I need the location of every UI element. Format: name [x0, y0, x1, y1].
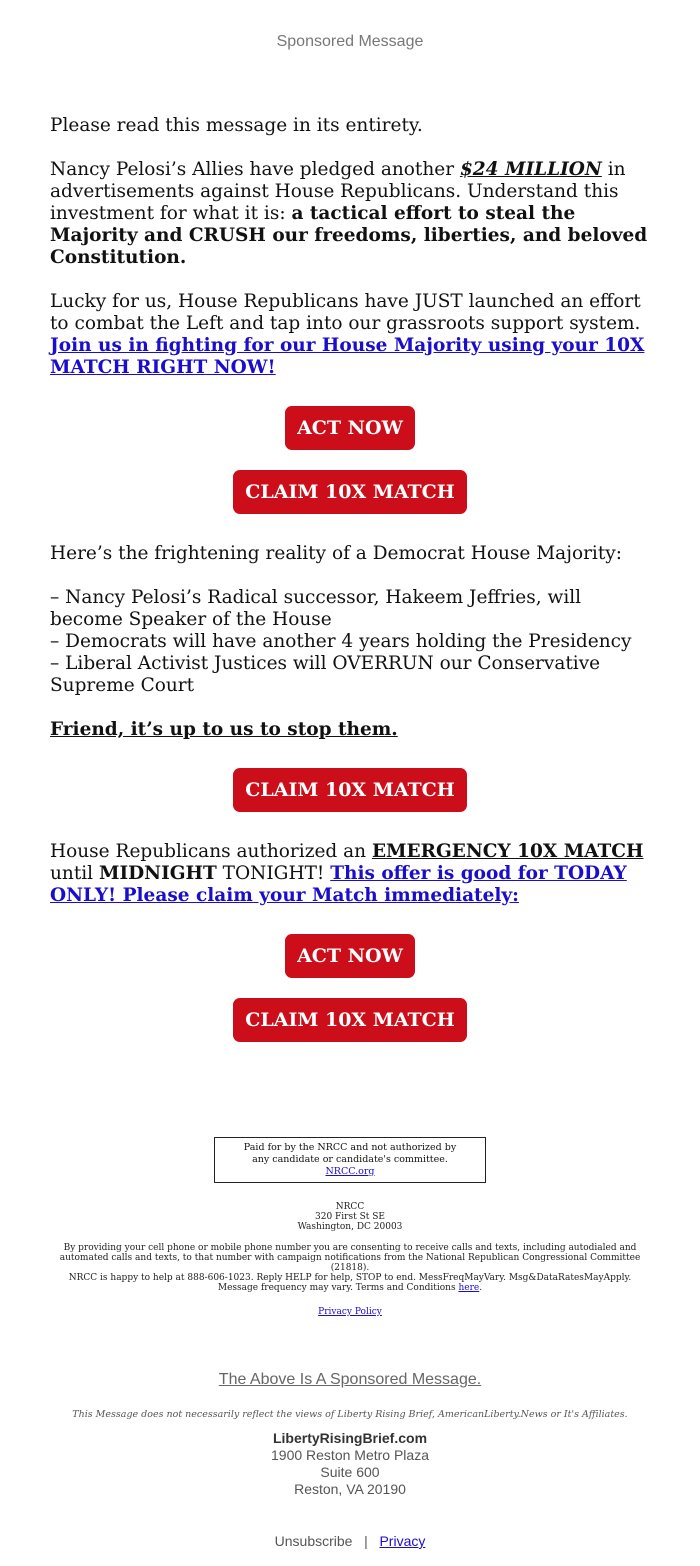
claim-match-button-row [0, 470, 700, 514]
help-text [50, 1273, 650, 1293]
act-now-button[interactable]: ACT NOW [285, 406, 415, 450]
list-item: – Liberal Activist Justices will OVERRUN our Conservative Supreme Court [50, 653, 601, 696]
friend-text: Friend, it’s up to us to stop them. [50, 719, 398, 740]
nrcc-link[interactable]: NRCC.org [325, 1166, 375, 1177]
paid-for-box [214, 1137, 486, 1183]
org-city: Washington, DC 20003 [297, 1222, 403, 1232]
consequence-list [50, 587, 650, 697]
pledge-bold: a tactical effort to steal the Majority and CRUSH our freedoms, liberties, and beloved Constitution. [50, 203, 648, 268]
org-name: NRCC [335, 1202, 365, 1212]
midnight-highlight: MIDNIGHT [98, 863, 217, 884]
pledge-text-1: Nancy Pelosi’s Allies have pledged another [50, 159, 460, 180]
sender-line: Suite 600 [320, 1464, 380, 1480]
help-end: . [479, 1283, 483, 1293]
sponsored-message-label: Sponsored Message [276, 33, 424, 50]
act-now-button-row [0, 934, 700, 978]
claim-match-button[interactable]: CLAIM 10X MATCH [233, 998, 467, 1042]
emergency-paragraph [50, 841, 650, 907]
amount-highlight: $24 MILLION [459, 159, 602, 180]
reality-heading: Here’s the frightening reality of a Democrat House Majority: [50, 543, 622, 564]
intro-paragraph: Please read this message in its entirety. [50, 115, 423, 136]
claim-match-button-row [0, 998, 700, 1042]
today-only-link[interactable]: This offer is good for TODAY ONLY! Please claim your Match immediately: [50, 863, 627, 906]
footer-links [0, 1533, 700, 1549]
org-address [50, 1202, 650, 1232]
consent-text: By providing your cell phone or mobile phone number you are consenting to receive calls and texts, including autodialed and automated calls and texts, to that number with campaign notifications from the National Republican Congressional Committee (21818). [59, 1243, 641, 1273]
emergency-text-1: House Republicans authorized an [50, 841, 372, 862]
sponsored-footer-link[interactable]: The Above Is A Sponsored Message. [218, 1371, 482, 1388]
sender-address [0, 1430, 700, 1498]
footer-separator: | [364, 1533, 368, 1549]
launch-paragraph [50, 291, 650, 379]
launch-text: Lucky for us, House Republicans have JUST launched an effort to combat the Left and tap into our grassroots support system. [50, 291, 641, 334]
sender-line: 1900 Reston Metro Plaza [271, 1447, 429, 1463]
pledge-paragraph [50, 159, 650, 269]
views-disclaimer: This Message does not necessarily reflect the views of Liberty Rising Brief, AmericanLiberty.News or It's Affiliates. [72, 1409, 628, 1420]
claim-match-button[interactable]: CLAIM 10X MATCH [233, 470, 467, 514]
help-statement: NRCC is happy to help at 888-606-1023. Reply HELP for help, STOP to end. MessFreqMayVary. Msg&DataRatesMayApply. Message frequency may vary. Terms and Conditions [68, 1273, 632, 1293]
pledge-text-2: in advertisements against House Republicans. Understand this investment for what it is: [50, 159, 626, 224]
org-street: 320 First St SE [315, 1212, 385, 1222]
terms-link[interactable]: here [458, 1283, 480, 1293]
list-item: – Democrats will have another 4 years holding the Presidency [50, 631, 632, 652]
sender-line: Reston, VA 20190 [294, 1481, 406, 1497]
emergency-text-2: until [50, 863, 99, 884]
privacy-policy-link[interactable]: Privacy Policy [318, 1307, 382, 1317]
friend-callout [50, 719, 650, 741]
list-item: – Nancy Pelosi’s Radical successor, Hakeem Jeffries, will become Speaker of the House [50, 587, 582, 630]
claim-match-button-row [0, 768, 700, 812]
join-fight-link[interactable]: Join us in fighting for our House Majority using your 10X MATCH RIGHT NOW! [50, 335, 645, 378]
paid-for-text [235, 1142, 465, 1178]
claim-match-button[interactable]: CLAIM 10X MATCH [233, 768, 467, 812]
unsubscribe-link[interactable]: Unsubscribe [274, 1533, 353, 1549]
act-now-button-row [0, 406, 700, 450]
sender-brand: LibertyRisingBrief.com [272, 1430, 428, 1446]
paid-for-statement: Paid for by the NRCC and not authorized by any candidate or candidate's committee. [243, 1142, 457, 1165]
privacy-link[interactable]: Privacy [379, 1533, 426, 1549]
emergency-text-3: TONIGHT! [216, 863, 331, 884]
privacy-policy-row [50, 1307, 650, 1317]
act-now-button[interactable]: ACT NOW [285, 934, 415, 978]
emergency-match-highlight: EMERGENCY 10X MATCH [371, 841, 644, 862]
